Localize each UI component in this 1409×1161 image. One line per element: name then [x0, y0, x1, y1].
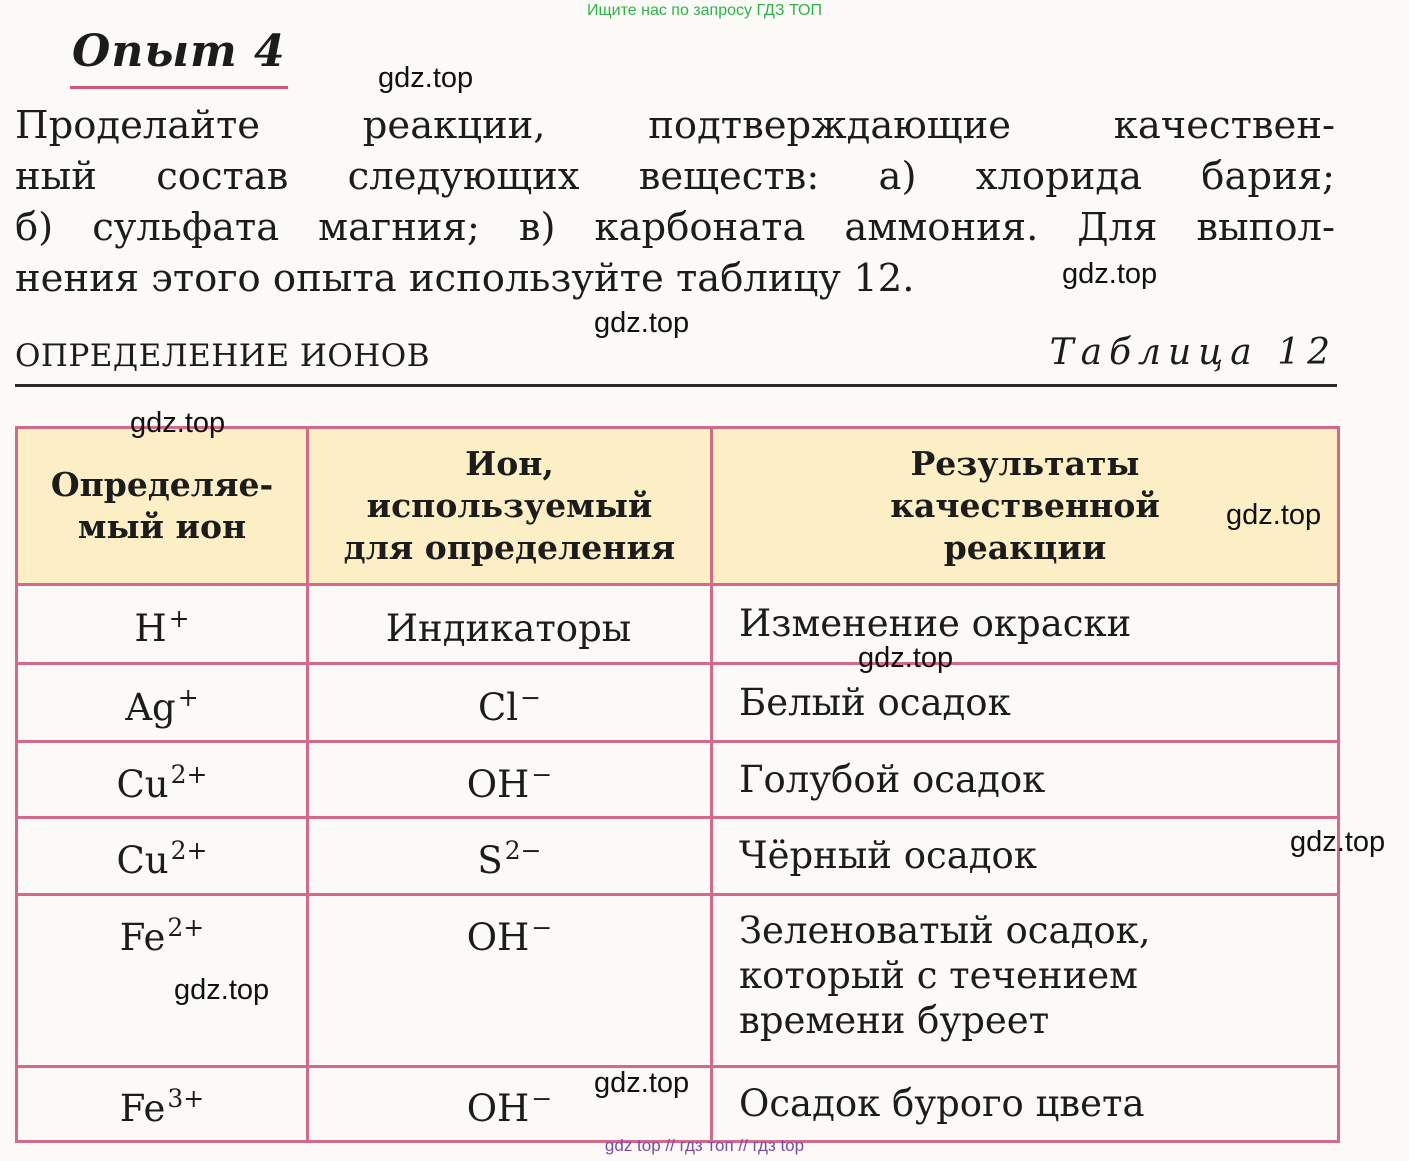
header-reagent-ion	[308, 428, 712, 585]
determined-ion-cell	[17, 818, 308, 895]
result-line: Зеленоватый осадок,	[739, 909, 1151, 952]
table-label: Таблица 12	[1049, 332, 1337, 373]
ion-symbol: H	[134, 607, 167, 650]
instruction-line: Проделайте реакции, подтверждающие качествен-	[15, 103, 1335, 148]
reaction-result-cell	[712, 1067, 1339, 1142]
header-line: качественной	[890, 486, 1160, 525]
reagent-symbol: Индикаторы	[385, 607, 632, 650]
ion-charge: 2+	[170, 836, 208, 865]
reagent-ion-cell	[308, 818, 712, 895]
result-line: Осадок бурого цвета	[739, 1082, 1145, 1125]
ion-symbol: Ag	[125, 685, 176, 729]
determined-ion-cell	[17, 742, 308, 818]
determined-ion-cell	[17, 664, 308, 742]
reagent-ion-cell	[308, 664, 712, 742]
ion-charge: 3+	[167, 1084, 205, 1113]
header-line: Определяе-	[50, 465, 274, 504]
reagent-charge: −	[531, 913, 553, 942]
watermark: gdz.top	[174, 974, 270, 1006]
reagent-ion-cell	[308, 895, 712, 1067]
ion-identification-table	[15, 426, 1340, 1143]
reaction-result-cell	[712, 895, 1339, 1067]
reagent-symbol: OH	[466, 916, 530, 959]
instruction-line: нения этого опыта используйте таблицу 12.	[15, 256, 915, 301]
table-row	[17, 664, 1339, 742]
result-line: времени буреет	[739, 999, 1050, 1042]
result-line: который с течением	[739, 954, 1138, 997]
reagent-symbol: S	[477, 839, 503, 882]
title-underline	[70, 86, 288, 89]
reaction-result-cell	[712, 585, 1339, 664]
instruction-line: б) сульфата магния; в) карбоната аммония. Для выпол-	[15, 205, 1335, 250]
ion-charge: 2+	[167, 913, 205, 942]
watermark: gdz.top	[130, 407, 226, 439]
result-line: Изменение окраски	[739, 602, 1132, 645]
top-banner[interactable]: Ищите нас по запросу ГДЗ ТОП	[587, 2, 822, 19]
bottom-banner[interactable]: gdz top // гдз топ // гдз top	[604, 1136, 805, 1155]
result-line: Голубой осадок	[739, 757, 1046, 801]
ion-charge: +	[177, 682, 199, 712]
reagent-symbol: Cl	[477, 685, 519, 729]
reagent-symbol: OH	[466, 762, 530, 806]
header-line: Ион,	[465, 444, 554, 483]
ion-symbol: Cu	[116, 839, 169, 882]
heading-divider	[15, 384, 1337, 387]
table-header-row	[17, 428, 1339, 585]
determined-ion-cell	[17, 1067, 308, 1142]
watermark: gdz.top	[378, 62, 474, 94]
header-line: для определения	[343, 528, 676, 567]
section-heading: ОПРЕДЕЛЕНИЕ ИОНОВ	[15, 338, 430, 374]
experiment-title: Опыт 4	[72, 26, 286, 77]
reagent-charge: −	[531, 759, 553, 789]
reagent-charge: −	[531, 1084, 553, 1113]
header-determined-ion	[17, 428, 308, 585]
watermark: gdz.top	[1290, 826, 1386, 858]
watermark: gdz.top	[1062, 258, 1158, 290]
determined-ion-cell	[17, 585, 308, 664]
header-line: Результаты	[910, 444, 1140, 483]
table-row	[17, 818, 1339, 895]
result-line: Чёрный осадок	[739, 834, 1037, 877]
watermark: gdz.top	[594, 1067, 690, 1099]
ion-symbol: Fe	[119, 1087, 166, 1130]
table-row	[17, 742, 1339, 818]
header-line: реакции	[943, 528, 1107, 567]
watermark: gdz.top	[594, 307, 690, 339]
ion-charge: 2+	[170, 759, 208, 789]
reaction-result-cell	[712, 818, 1339, 895]
ion-charge: +	[168, 604, 190, 633]
result-line: Белый осадок	[739, 680, 1011, 724]
table-row	[17, 585, 1339, 664]
ion-symbol: Cu	[116, 762, 169, 806]
reagent-ion-cell	[308, 742, 712, 818]
header-line: мый ион	[77, 507, 247, 546]
watermark: gdz.top	[1226, 499, 1322, 531]
watermark: gdz.top	[858, 642, 954, 674]
instruction-line: ный состав следующих веществ: а) хлорида бария;	[15, 154, 1335, 199]
reaction-result-cell	[712, 664, 1339, 742]
reaction-result-cell	[712, 742, 1339, 818]
reagent-charge: −	[520, 682, 542, 712]
reagent-ion-cell	[308, 585, 712, 664]
reagent-symbol: OH	[466, 1087, 530, 1130]
header-line: используемый	[366, 486, 653, 525]
ion-symbol: Fe	[119, 916, 166, 959]
reagent-charge: 2−	[504, 836, 542, 865]
